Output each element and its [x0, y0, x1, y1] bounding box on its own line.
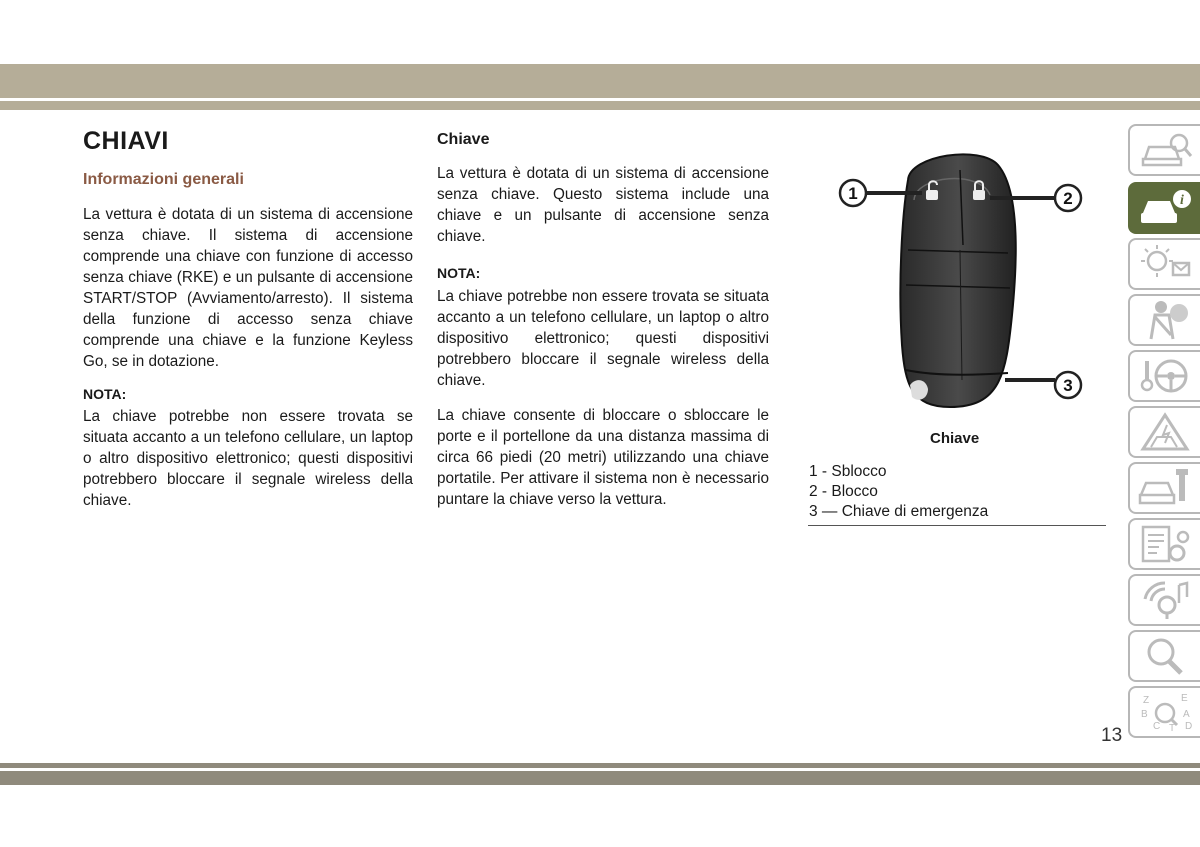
- col2-nota-label: NOTA:: [437, 265, 481, 281]
- header-band: [0, 64, 1200, 98]
- figure-legend: [809, 462, 988, 522]
- road-emergency-icon: [1137, 411, 1193, 453]
- col2-nota-text: La chiave potrebbe non essere trovata se situata accanto a un telefono cellulare, un laptop o altro dispositivo elettronico; questi dispositivi potrebbero bloccare il segnale wireless della chiave.: [437, 288, 769, 389]
- section-title: CHIAVI: [83, 127, 169, 155]
- footer-band: [0, 771, 1200, 785]
- header-stripe: [0, 101, 1200, 110]
- col2-heading: Chiave: [437, 131, 490, 148]
- tab-technical-specs[interactable]: [1128, 518, 1200, 570]
- callout-2-label: 2: [1063, 189, 1073, 208]
- legend-item: 1 - Sblocco: [809, 463, 887, 480]
- search-index-icon: [1137, 635, 1193, 677]
- alphabetical-index-icon: [1137, 691, 1193, 733]
- safety-airbag-icon: [1137, 299, 1193, 341]
- multimedia-icon: [1137, 579, 1193, 621]
- svg-text:D: D: [1185, 721, 1193, 732]
- car-info-icon: [1137, 187, 1193, 229]
- tab-service[interactable]: [1128, 462, 1200, 514]
- tab-car-info[interactable]: [1128, 182, 1200, 234]
- svg-text:Z: Z: [1143, 695, 1150, 706]
- steering-wheel-icon: [1137, 355, 1193, 397]
- footer-stripe: [0, 763, 1200, 768]
- tab-car-search[interactable]: [1128, 124, 1200, 176]
- technical-specs-icon: [1137, 523, 1193, 565]
- tab-steering[interactable]: [1128, 350, 1200, 402]
- svg-text:B: B: [1141, 709, 1148, 720]
- svg-text:A: A: [1183, 709, 1190, 720]
- page-number: 13: [1101, 725, 1123, 746]
- col2-paragraph: La vettura è dotata di un sistema di accensione senza chiave. Questo sistema include una chiave e un pulsante di accensione senza chiave.: [437, 165, 769, 245]
- col1-paragraph: La vettura è dotata di un sistema di accensione senza chiave. Il sistema di accensione comprende una chiave con funzione di accesso senza chiave (RKE) e un pulsante di accensione START/STOP (Avviamento/arresto). Il sistema della funzione di accesso senza chiave comprende una chiave e la funzione Keyless Go, se in dotazione.: [83, 206, 413, 370]
- warning-lights-icon: [1137, 243, 1193, 285]
- key-fob-figure: [830, 145, 1090, 415]
- legend-item: 3 — Chiave di emergenza: [809, 503, 989, 520]
- col2-paragraph-range: La chiave consente di bloccare o sbloccare le porte e il portellone da una distanza massima di circa 66 piedi (20 metri) utilizzando una chiave portatile. Per attivare il sistema non è necessario puntare la chiave verso la vettura.: [437, 407, 769, 508]
- svg-text:C: C: [1153, 721, 1161, 732]
- callout-1-label: 1: [848, 184, 858, 203]
- legend-divider: [808, 525, 1106, 526]
- figure-caption: Chiave: [930, 430, 980, 447]
- tab-safety[interactable]: [1128, 294, 1200, 346]
- svg-text:i: i: [1180, 193, 1184, 208]
- tab-search[interactable]: [1128, 630, 1200, 682]
- col1-nota-label: NOTA:: [83, 386, 127, 402]
- svg-text:T: T: [1169, 723, 1176, 733]
- callout-3-label: 3: [1063, 376, 1073, 395]
- tab-road-emergency[interactable]: [1128, 406, 1200, 458]
- svg-text:E: E: [1181, 693, 1188, 704]
- car-search-icon: [1137, 129, 1193, 171]
- tab-warning-lights[interactable]: [1128, 238, 1200, 290]
- tab-multimedia[interactable]: [1128, 574, 1200, 626]
- car-service-icon: [1137, 467, 1193, 509]
- tab-alphabetical-index[interactable]: [1128, 686, 1200, 738]
- col1-nota-text: La chiave potrebbe non essere trovata se situata accanto a un telefono cellulare, un laptop o altro dispositivo elettronico; questi dispositivi potrebbero bloccare il segnale wireless della chiave.: [83, 408, 413, 509]
- legend-item: 2 - Blocco: [809, 483, 878, 500]
- subsection-title: Informazioni generali: [83, 171, 244, 188]
